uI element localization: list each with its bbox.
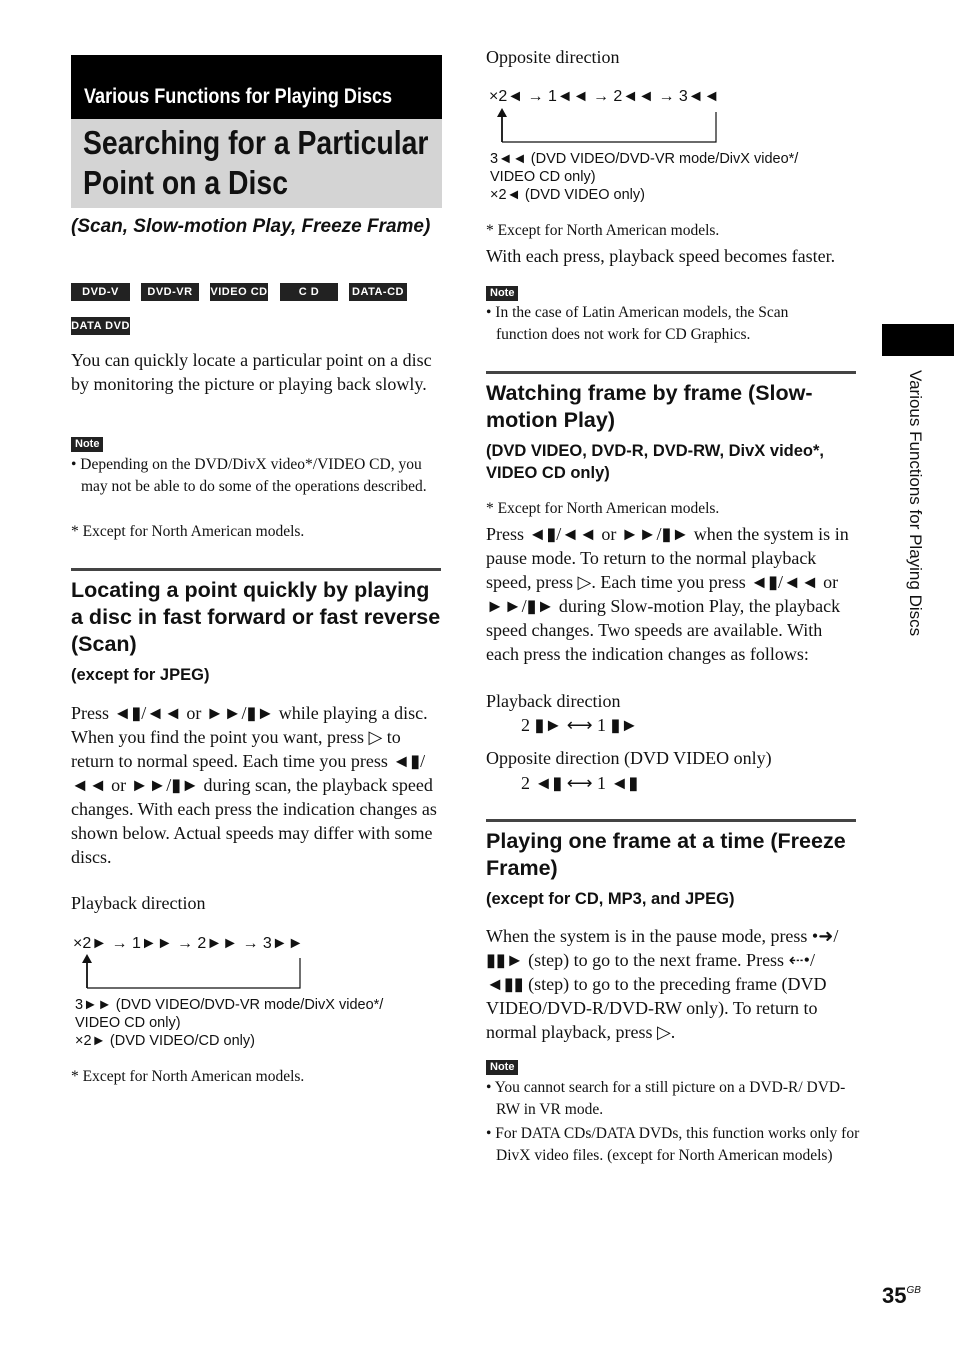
scan-reverse-loop-arrow — [495, 108, 725, 144]
slow-playback-sequence: 2 ▮► ⟷ 1 ▮► — [521, 715, 639, 735]
badge-data-cd: DATA-CD — [349, 283, 407, 301]
note1-bullet: • Depending on the DVD/DivX video*/VIDEO CD, you may not be able to do some of the operations described. — [71, 456, 427, 495]
freeze-note-bullet-2: • For DATA CDs/DATA DVDs, this function works only for DivX video files. (except for North American models) — [486, 1125, 860, 1164]
badge-dvd-vr: DVD-VR — [141, 283, 199, 301]
badge-video-cd: VIDEO CD — [210, 283, 268, 301]
scan-forward-note1: 3►► (DVD VIDEO/DVD-VR mode/DivX video*/ — [75, 997, 384, 1013]
badge-data-dvd: DATA DVD — [71, 317, 130, 335]
note-badge-2: Note — [486, 286, 518, 301]
freeze-subheading: (except for CD, MP3, and JPEG) — [486, 890, 735, 908]
page-number-block — [882, 1283, 921, 1309]
scan-opposite-label: Opposite direction — [486, 47, 620, 67]
scan-body: Press ◄▮/◄◄ or ►►/▮► while playing a disc. When you find the point you want, press ▷ to return to normal speed. Each time you press ◄▮/◄◄ or ►►/▮► during scan, the playback speed changes. With each press the indication changes as shown below. Actual speeds may differ with some discs. — [71, 703, 437, 867]
scan-reverse-note3: ×2◄ (DVD VIDEO only) — [490, 187, 645, 203]
side-tab-label: Various Functions for Playing Discs — [906, 370, 925, 637]
slow-opposite-label: Opposite direction (DVD VIDEO only) — [486, 748, 772, 768]
scan-forward-note2: VIDEO CD only) — [75, 1015, 181, 1031]
scan-faster-text: With each press, playback speed becomes faster. — [486, 246, 836, 266]
slow-body: Press ◄▮/◄◄ or ►►/▮► when the system is in pause mode. To return to the normal playback speed, press ▷. Each time you press ◄▮/◄◄ or ►►/▮► during Slow-motion Play, the playback speed changes. Two speeds are available. With each press the indication changes as follows: — [486, 524, 849, 664]
slow-subheading: (DVD VIDEO, DVD-R, DVD-RW, DivX video*, VIDEO CD only) — [486, 442, 824, 482]
slow-opposite-sequence: 2 ◄▮ ⟷ 1 ◄▮ — [521, 773, 639, 793]
freeze-heading: Playing one frame at a time (Freeze Frame) — [486, 829, 846, 880]
slow-footnote: * Except for North American models. — [486, 500, 720, 517]
page-number-suffix: GB — [906, 1285, 921, 1296]
note-badge-3: Note — [486, 1060, 518, 1075]
slow-rule — [486, 371, 856, 374]
scan-playback-label: Playback direction — [71, 893, 206, 913]
note-badge-1: Note — [71, 437, 103, 452]
scan-forward-loop-arrow — [80, 954, 310, 990]
side-tab-marker — [882, 324, 954, 356]
scan-reverse-note2: VIDEO CD only) — [490, 169, 596, 185]
badge-cd: C D — [280, 283, 338, 301]
section-title: Various Functions for Playing Discs — [84, 85, 393, 108]
page-subtitle: (Scan, Slow-motion Play, Freeze Frame) — [71, 216, 431, 237]
slow-heading: Watching frame by frame (Slow-motion Play) — [486, 381, 813, 432]
scan-subheading: (except for JPEG) — [71, 666, 210, 684]
scan-reverse-sequence: ×2◄ → 1◄◄ → 2◄◄ → 3◄◄ — [489, 88, 720, 105]
badge-dvd-v: DVD-V — [71, 283, 130, 301]
slow-playback-label: Playback direction — [486, 691, 621, 711]
page-number: 35 — [882, 1283, 907, 1308]
scan-rule — [71, 568, 441, 571]
page-title-line2: Point on a Disc — [83, 164, 289, 201]
scan-forward-sequence: ×2► → 1►► → 2►► → 3►► — [73, 935, 304, 952]
scan-footnote-2: * Except for North American models. — [486, 222, 720, 239]
note1-footnote: * Except for North American models. — [71, 523, 305, 540]
scan-footnote: * Except for North American models. — [71, 1068, 305, 1085]
page-title-line1: Searching for a Particular — [83, 124, 429, 161]
freeze-note-bullet-1: • You cannot search for a still picture on a DVD-R/ DVD-RW in VR mode. — [486, 1079, 846, 1118]
scan-note-bullet: • In the case of Latin American models, the Scan function does not work for CD Graphics. — [486, 304, 789, 343]
scan-reverse-note1: 3◄◄ (DVD VIDEO/DVD-VR mode/DivX video*/ — [490, 151, 799, 167]
section-header-bar — [71, 55, 442, 119]
freeze-rule — [486, 819, 856, 822]
page-title-box — [71, 119, 442, 208]
intro-paragraph: You can quickly locate a particular point on a disc by monitoring the picture or playing back slowly. — [71, 350, 432, 394]
scan-heading: Locating a point quickly by playing a disc in fast forward or fast reverse (Scan) — [71, 578, 441, 656]
scan-forward-note3: ×2► (DVD VIDEO/CD only) — [75, 1033, 255, 1049]
freeze-body: When the system is in the pause mode, press •➜/▮▮► (step) to go to the next frame. Press ⇠•/◄▮▮ (step) to go to the preceding frame (DVD VIDEO/DVD-R/DVD-RW only). To return to normal playback, press ▷. — [486, 926, 839, 1042]
